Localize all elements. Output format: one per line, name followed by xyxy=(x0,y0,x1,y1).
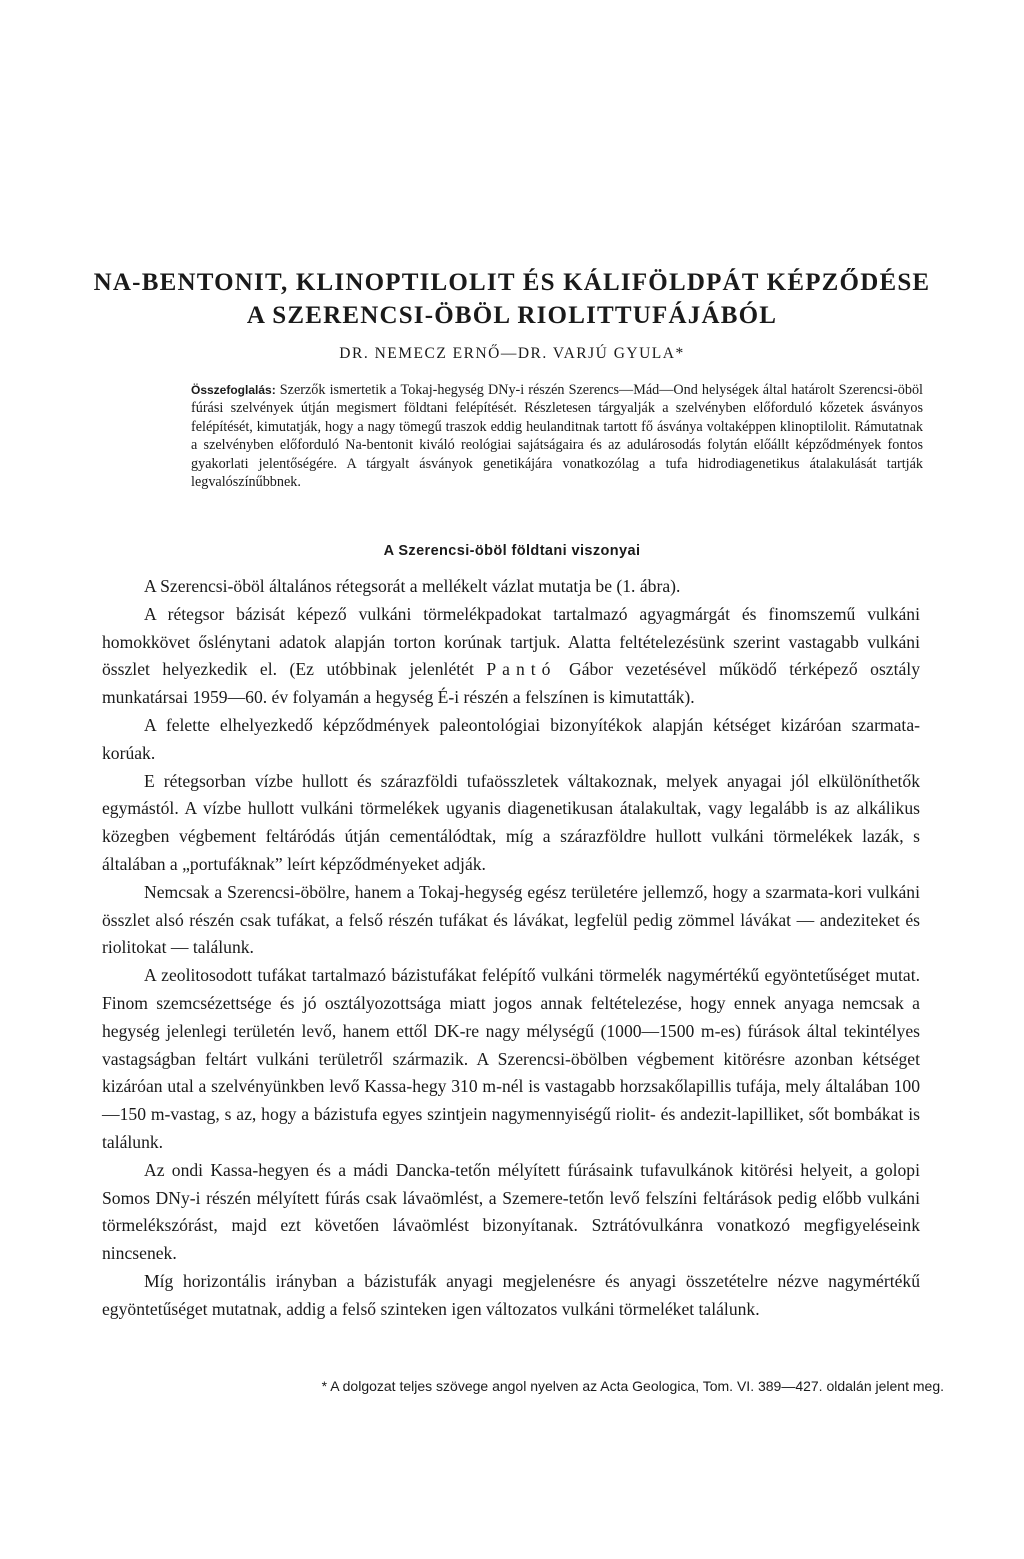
section-heading: A Szerencsi-öböl földtani viszonyai xyxy=(383,543,641,559)
paragraph-1: A Szerencsi-öböl általános rétegsorát a mellékelt vázlat mutatja be (1. ábra). xyxy=(144,576,681,596)
abstract xyxy=(191,381,923,491)
article-title xyxy=(80,266,944,332)
footnote xyxy=(80,1378,944,1394)
abstract-text: Szerzők ismertetik a Tokaj-hegység DNy-i részén Szerencs—Mád—Ond helységek által határolt Szerencsi-öböl fúrási szelvények útján megismert földtani felépítését. Részletesen tárgyalják a szelvényben előforduló kőzetek ásványos felépítését, kimutatják, hogy a nagy tömegű traszok eddig heulanditnak tartott fő ásványa voltaképpen klinoptilolit. Rámutatnak a szelvényben előforduló Na-bentonit kiváló reológiai sajátságaira és az adulárosodás folytán előállt képződmények fontos gyakorlati jelentőségére. A tárgyalt ásványok genetikájára vonatkozólag a tufa hidrodiagenetikus átalakulását tartják legvalószínűbbnek. xyxy=(191,382,923,491)
footnote-text: * A dolgozat teljes szövege angol nyelven az Acta Geologica, Tom. VI. 389—427. oldalán jelent meg. xyxy=(321,1378,944,1394)
paragraph-8: Míg horizontális irányban a bázistufák anyagi megjelenésre és anyagi összetételre nézve nagymértékű egyöntetűséget mutatnak, addig a felső szinteken igen változatos vulkáni törmeléket találunk. xyxy=(102,1270,920,1319)
paragraph-3: A felette elhelyezkedő képződmények paleontológiai bizonyítékok alapján kétséget kizáróan szarmata-korúak. xyxy=(102,714,920,763)
title-line-1: NA-BENTONIT, KLINOPTILOLIT ÉS KÁLIFÖLDPÁT KÉPZŐDÉSE xyxy=(93,269,931,296)
paragraph-7: Az ondi Kassa-hegyen és a mádi Dancka-tetőn mélyített fúrásaink tufavulkánok kitörési helyeit, a golopi Somos DNy-i részén mélyített fúrás csak lávaömlést, a Szemere-tetőn levő felszíni feltárások pedig előbb vulkáni törmelékszórást, majd ezt követően lávaömlést bizonyítanak. Sztrátóvulkánra vonatkozó megfigyeléseink nincsenek. xyxy=(102,1159,920,1264)
author-line: DR. NEMECZ ERNŐ—DR. VARJÚ GYULA* xyxy=(339,345,685,362)
paragraph-6: A zeolitosodott tufákat tartalmazó bázistufákat felépítő vulkáni törmelék nagymértékű egyöntetűséget mutat. Finom szemcsézettsége és jó osztályozottsága miatt jogos annak feltételezése, hogy ennek anyaga nemcsak a hegység jelenlegi területén levő, hanem ettől DK-re nagy mélységű (1000—1500 m-es) fúrások által tekintélyes vastagságban feltárt vulkáni területről származik. A Szerencsi-öbölben végbement kitörésre azonban kétséget kizáróan utal a szelvényünkben levő Kassa-hegy 310 m-nél is vastagabb horzsakőlapillis tufája, mely általában 100—150 m-vastag, s az, hogy a bázistufa egyes szintjein nagymennyiségű riolit- és andezit-lapilliket, sőt bombákat is találunk. xyxy=(102,965,920,1152)
paragraph-4: E rétegsorban vízbe hullott és szárazföldi tufaösszletek váltakoznak, melyek anyagai jól elkülöníthetők egymástól. A vízbe hullott vulkáni törmelékek ugyanis diagenetikusan átalakultak, vagy legalább is az alkálikus közegben végbement feltáródás útján cementálódtak, míg a szárazföldre hullott vulkáni törmelékek lazák, s általában a „portufáknak” leírt képződményeket adják. xyxy=(102,770,920,874)
title-line-2: A SZERENCSI-ÖBÖL RIOLITTUFÁJÁBÓL xyxy=(246,302,778,329)
body-text xyxy=(102,573,920,1324)
paragraph-2 xyxy=(102,601,920,712)
spaced-author-name: Pantó xyxy=(486,659,557,680)
paragraph-2-part-2: Gábor vezetésével működő térképező osztály munkatársai 1959—60. év folyamán a hegység É-i részén a felszínen is kimutatták). xyxy=(102,659,920,708)
paragraph-2-part-1: A rétegsor bázisát képező vulkáni törmelékpadokat tartalmazó agyagmárgát és finomszemű vulkáni homokkövet őslénytani adatok alapján torton korúnak tartjuk. Alatta feltételezésünk szerint vastagabb vulkáni összlet helyezkedik el. (Ez utóbbinak jelenlétét xyxy=(102,603,920,680)
paragraph-5: Nemcsak a Szerencsi-öbölre, hanem a Tokaj-hegység egész területére jellemző, hogy a szarmata-kori vulkáni összlet alsó részén csak tufákat, a felső részén tufákat és lávákat, legfelül pedig zömmel lávákat — andeziteket és riolitokat — találunk. xyxy=(102,881,920,958)
abstract-label: Összefoglalás: xyxy=(191,383,276,397)
